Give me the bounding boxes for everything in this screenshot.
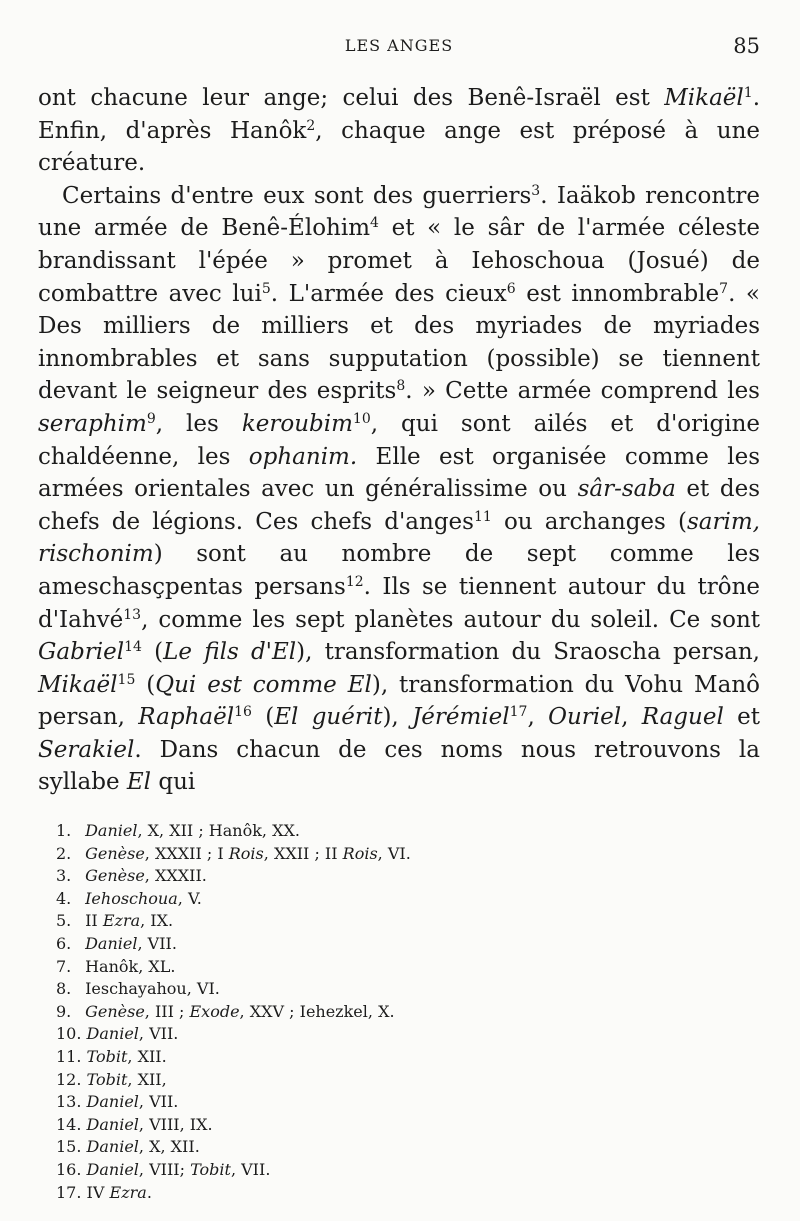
italic-term: Raguel xyxy=(641,704,724,731)
footnote-text: , XXXII. xyxy=(144,866,207,886)
italic-term: El guérit xyxy=(274,704,383,731)
footnote-italic: Daniel xyxy=(86,1137,139,1157)
footnote-text: , VIII, IX. xyxy=(138,1114,213,1134)
footnote-item xyxy=(56,820,656,843)
italic-term: Gabriel xyxy=(38,639,125,666)
footnote-text: , VII. xyxy=(230,1159,271,1179)
page-number: 85 xyxy=(733,34,760,58)
footnote-ref: 12 xyxy=(345,573,364,590)
text-segment: , xyxy=(527,704,549,731)
footnote-text: , XII, xyxy=(127,1069,167,1089)
footnote-item xyxy=(56,888,656,911)
footnote-number: 10. xyxy=(56,1024,82,1044)
footnote-ref: 4 xyxy=(370,215,379,232)
footnote-text: , VI. xyxy=(377,843,411,863)
text-segment: , comme les sept planètes autour du soleil. Ce sont xyxy=(141,606,760,633)
footnote-item xyxy=(56,1069,656,1092)
footnote-number: 7. xyxy=(56,956,72,976)
italic-term: Qui est comme El xyxy=(155,671,372,698)
footnote-number: 9. xyxy=(56,1001,72,1021)
footnote-italic: Daniel xyxy=(86,1114,139,1134)
footnote-italic: Tobit xyxy=(86,1046,128,1066)
footnote-item xyxy=(56,978,656,1001)
footnote-text: , VIII; xyxy=(138,1159,191,1179)
footnote-ref: 6 xyxy=(506,280,516,297)
footnote-text: Hanôk, XL. xyxy=(85,956,176,976)
footnote-text: IV xyxy=(86,1182,110,1202)
footnote-text: , IX. xyxy=(140,911,174,931)
footnote-italic: Ezra xyxy=(102,911,141,931)
footnote-item xyxy=(56,865,656,888)
footnote-ref: 1 xyxy=(743,85,753,101)
footnote-item xyxy=(56,956,656,979)
text-segment: . L'armée des cieux xyxy=(270,280,507,307)
text-segment: et xyxy=(723,704,760,731)
paragraph-1 xyxy=(38,82,760,180)
text-segment: . Enfin, d'après Hanôk xyxy=(38,85,760,144)
footnote-text: , XXII ; II xyxy=(263,843,343,863)
footnote-italic: Daniel xyxy=(85,821,138,840)
footnote-italic: Rois xyxy=(228,843,264,863)
text-segment: qui xyxy=(151,769,196,796)
footnote-text: , XII. xyxy=(127,1046,167,1066)
footnote-number: 6. xyxy=(56,933,72,953)
italic-term: Raphaël xyxy=(138,704,235,731)
footnote-italic: Exode xyxy=(189,1001,240,1021)
footnote-italic: Genèse xyxy=(85,1001,145,1021)
footnote-italic: Genèse xyxy=(85,843,145,863)
footnote-italic: Ezra xyxy=(109,1182,147,1202)
footnote-text: , X, XII ; Hanôk, XX. xyxy=(137,821,300,840)
italic-term: keroubim xyxy=(241,410,353,437)
italic-term: sâr-saba xyxy=(577,476,676,503)
footnote-number: 2. xyxy=(56,843,72,863)
footnote-text: II xyxy=(85,911,103,931)
text-segment: et « le sâr de l'armée céleste brandissant l'épée » promet à Iehoschoua (Josué) de combattre avec lui xyxy=(38,215,760,307)
footnote-number: 8. xyxy=(56,979,72,999)
footnote-text: , III ; xyxy=(144,1001,190,1021)
footnotes-list xyxy=(56,820,656,1204)
main-text xyxy=(38,82,760,799)
footnote-ref: 3 xyxy=(531,182,541,199)
italic-term: Jérémiel xyxy=(412,704,510,731)
italic-term: Le fils d'El xyxy=(163,639,297,666)
footnote-number: 14. xyxy=(56,1114,82,1134)
text-segment: est innombrable xyxy=(515,280,720,307)
footnote-ref: 14 xyxy=(124,639,142,656)
footnote-italic: Daniel xyxy=(85,933,138,953)
italic-term: seraphim xyxy=(38,410,147,437)
footnote-text: Ieschayahou, VI. xyxy=(85,979,220,999)
text-segment: et des chefs de légions. Ces chefs d'anges xyxy=(38,476,760,535)
footnote-ref: 8 xyxy=(396,378,406,395)
footnote-item xyxy=(56,1182,656,1205)
text-segment: ont chacune leur ange; celui des Benê-Israël est xyxy=(38,85,665,111)
footnote-italic: Daniel xyxy=(86,1092,139,1112)
running-title: LES ANGES xyxy=(344,36,454,55)
footnote-item xyxy=(56,1136,656,1159)
footnote-italic: Tobit xyxy=(190,1159,231,1179)
italic-term: Ouriel xyxy=(548,704,622,731)
footnote-item xyxy=(56,1001,656,1024)
footnote-number: 1. xyxy=(56,821,72,840)
text-segment: ), transformation du Vohu Manô persan, xyxy=(38,671,760,731)
text-segment: , xyxy=(621,704,642,731)
italic-term: Mikaël xyxy=(664,85,744,111)
footnote-item xyxy=(56,1023,656,1046)
italic-term: El xyxy=(126,769,152,796)
italic-term: Serakiel xyxy=(38,736,135,763)
italic-term: ophanim. xyxy=(248,443,358,470)
footnote-ref: 10 xyxy=(352,410,371,427)
text-segment: ou archanges ( xyxy=(491,508,687,535)
paragraph-2 xyxy=(38,180,760,799)
footnote-text: , V. xyxy=(177,888,202,908)
text-segment: Certains d'entre eux sont des guerriers xyxy=(62,182,532,209)
text-segment: ( xyxy=(251,704,275,731)
text-segment: ), xyxy=(382,704,413,731)
footnote-italic: Daniel xyxy=(86,1159,139,1179)
footnote-italic: Genèse xyxy=(85,866,145,886)
text-segment: ), transformation du Sraoscha persan, xyxy=(296,639,760,666)
footnote-text: , VII. xyxy=(138,1092,179,1112)
footnote-italic: Tobit xyxy=(86,1069,128,1089)
footnote-ref: 11 xyxy=(473,508,492,525)
footnote-ref: 2 xyxy=(306,117,316,134)
footnote-ref: 5 xyxy=(261,280,271,297)
footnote-ref: 16 xyxy=(234,704,252,721)
footnote-text: , XXXII ; I xyxy=(144,843,229,863)
footnote-item xyxy=(56,1046,656,1069)
footnote-number: 3. xyxy=(56,866,72,886)
footnote-number: 11. xyxy=(56,1046,82,1066)
footnote-italic: Daniel xyxy=(86,1024,139,1044)
footnote-item xyxy=(56,1091,656,1114)
footnote-ref: 13 xyxy=(123,606,142,623)
footnote-number: 16. xyxy=(56,1159,82,1179)
footnote-item xyxy=(56,843,656,866)
footnote-item xyxy=(56,910,656,933)
footnote-text: , VII. xyxy=(137,933,177,953)
footnote-italic: Rois xyxy=(342,843,378,863)
footnote-text: , X, XII. xyxy=(138,1137,200,1157)
running-head xyxy=(38,36,760,56)
italic-term: Mikaël xyxy=(38,671,118,698)
text-segment: , les xyxy=(155,410,242,437)
text-segment: Elle est organisée comme les armées orientales avec un généralissime ou xyxy=(38,443,761,503)
footnote-number: 4. xyxy=(56,888,72,908)
footnote-ref: 9 xyxy=(146,410,156,427)
footnote-text: , XXV ; Iehezkel, X. xyxy=(239,1001,395,1021)
text-segment: . Iaäkob rencontre une armée de Benê-Élohim xyxy=(38,182,760,242)
footnote-text: , VII. xyxy=(138,1024,179,1044)
footnote-italic: Iehoschoua xyxy=(85,888,178,908)
footnote-number: 17. xyxy=(56,1182,82,1202)
footnote-ref: 17 xyxy=(509,704,528,721)
text-segment: . « Des milliers de milliers et des myriades de myriades innombrables et sans supputation (possible) se tiennent devant le seigneur des esprits xyxy=(38,280,760,405)
footnote-number: 13. xyxy=(56,1092,82,1112)
text-segment: ) sont au nombre de sept comme les ameschasçpentas persans xyxy=(38,541,760,600)
text-segment: , chaque ange est préposé à une créature. xyxy=(38,117,761,177)
footnote-number: 12. xyxy=(56,1069,82,1089)
footnote-item xyxy=(56,933,656,956)
footnote-item xyxy=(56,1114,656,1137)
italic-term: sarim, rischonim xyxy=(38,508,760,568)
text-segment: . Ils se tiennent autour du trône d'Iahvé xyxy=(38,573,760,633)
footnote-number: 5. xyxy=(56,911,72,931)
footnote-number: 15. xyxy=(56,1137,82,1157)
text-segment: ( xyxy=(135,671,156,698)
text-segment: . Dans chacun de ces noms nous retrouvons la syllabe xyxy=(38,736,760,796)
footnote-item xyxy=(56,1159,656,1182)
footnote-text: . xyxy=(146,1182,152,1202)
footnote-ref: 15 xyxy=(117,671,136,688)
text-segment: , qui sont ailés et d'origine chaldéenne, les xyxy=(38,410,760,470)
text-segment: ( xyxy=(141,639,164,666)
footnote-ref: 7 xyxy=(719,280,729,297)
text-segment: . » Cette armée comprend les xyxy=(405,378,760,405)
